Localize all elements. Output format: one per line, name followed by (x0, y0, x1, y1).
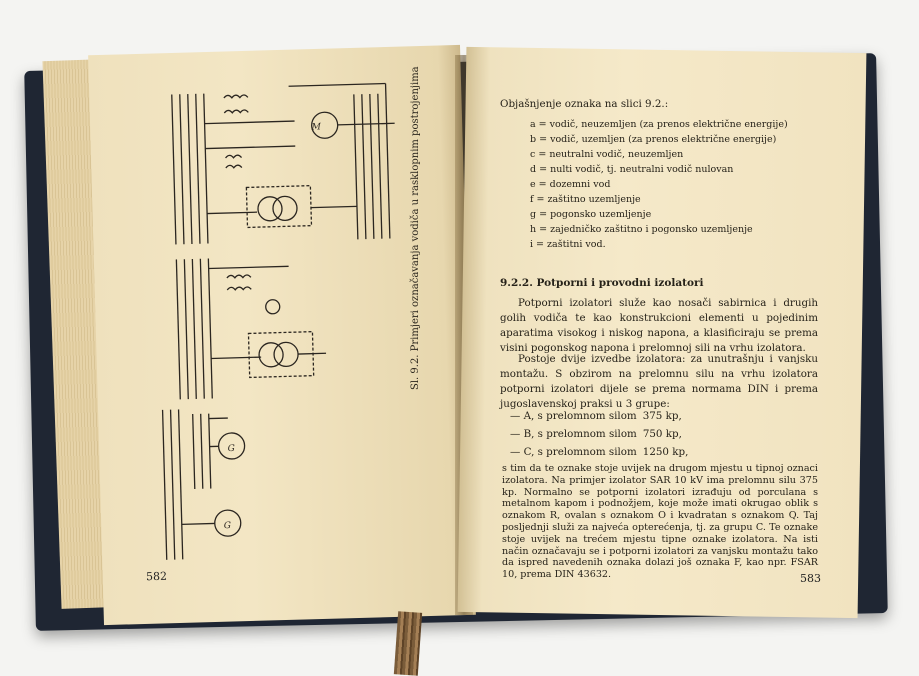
legend-intro: Objašnjenje oznaka na slici 9.2.: (500, 97, 668, 111)
paragraph-2: Postoje dvije izvedbe izolatora: za unutrašnju i vanjsku montažu. S obzirom na prelomnu silu na vrhu izolatora potporni izolatori dijele se prema normama DIN i prema jugoslavenskoj praksi u 3 grupe: (500, 352, 818, 412)
section-heading: 9.2.2. Potporni i provodni izolatori (500, 276, 704, 290)
figure-caption: Sl. 9.2. Primjeri označavanja vodiča u rasklopnim postrojenjima (410, 66, 421, 390)
group-item (510, 446, 688, 458)
svg-text:G: G (228, 444, 235, 454)
group-value: 1250 kp, (643, 446, 689, 458)
legend-item: e = dozemni vod (530, 179, 610, 190)
bookmark-ribbon (394, 611, 422, 676)
group-label: — C, s prelomnom silom (510, 446, 637, 458)
group-item (510, 410, 682, 422)
right-page-number: 583 (800, 572, 821, 585)
legend-item: g = pogonsko uzemljenje (530, 209, 651, 220)
group-label: — B, s prelomnom silom (510, 428, 637, 440)
paragraph-3: s tim da te oznake stoje uvijek na drugom mjestu u tipnoj oznaci izolatora. Na primjer izolator SAR 10 kV ima prelomnu silu 375 kp. Normalno se potporni izolatori izrađuju od porculana s metalnom kapom i podnožjem, koje može imati okrugao oblik s oznakom R, ovalan s oznakom O i kvadratan s oznakom Q. Taj posljednji služi za najveća opterećenja, tj. za grupu C. Te oznake stoje uvijek na trećem mjestu tipne oznake izolatora. Na isti način označavaju se i potporni izolatori za vanjsku montažu tako da ispred navedenih oznaka dolazi još oznaka F, kao npr. FSAR 10, prema DIN 43632. (502, 463, 818, 581)
svg-text:M: M (311, 122, 322, 132)
legend-item: d = nulti vodič, tj. neutralni vodič nulovan (530, 164, 733, 175)
legend-item: f = zaštitno uzemljenje (530, 194, 641, 205)
left-page-number: 582 (146, 570, 167, 584)
group-value: 750 kp, (643, 428, 682, 440)
legend-item: h = zajedničko zaštitno i pogonsko uzemljenje (530, 224, 753, 235)
group-item (510, 428, 682, 440)
legend-item: a = vodič, neuzemljen (za prenos električne energije) (530, 119, 788, 130)
legend-item: b = vodič, uzemljen (za prenos električne energije) (530, 134, 776, 145)
group-label: — A, s prelomnom silom (510, 410, 637, 422)
group-value: 375 kp, (643, 410, 682, 422)
legend-item: i = zaštitni vod. (530, 239, 606, 250)
paragraph-1: Potporni izolatori služe kao nosači sabirnica i drugih golih vodiča te kao konstrukcioni elementi u pojedinim aparatima visokog i niskog napona, a klasificiraju se prema visini pogonskog napona i prelomnoj sili na vrhu izolatora. (500, 296, 818, 356)
legend-item: c = neutralni vodič, neuzemljen (530, 149, 683, 160)
svg-text:G: G (224, 521, 231, 531)
